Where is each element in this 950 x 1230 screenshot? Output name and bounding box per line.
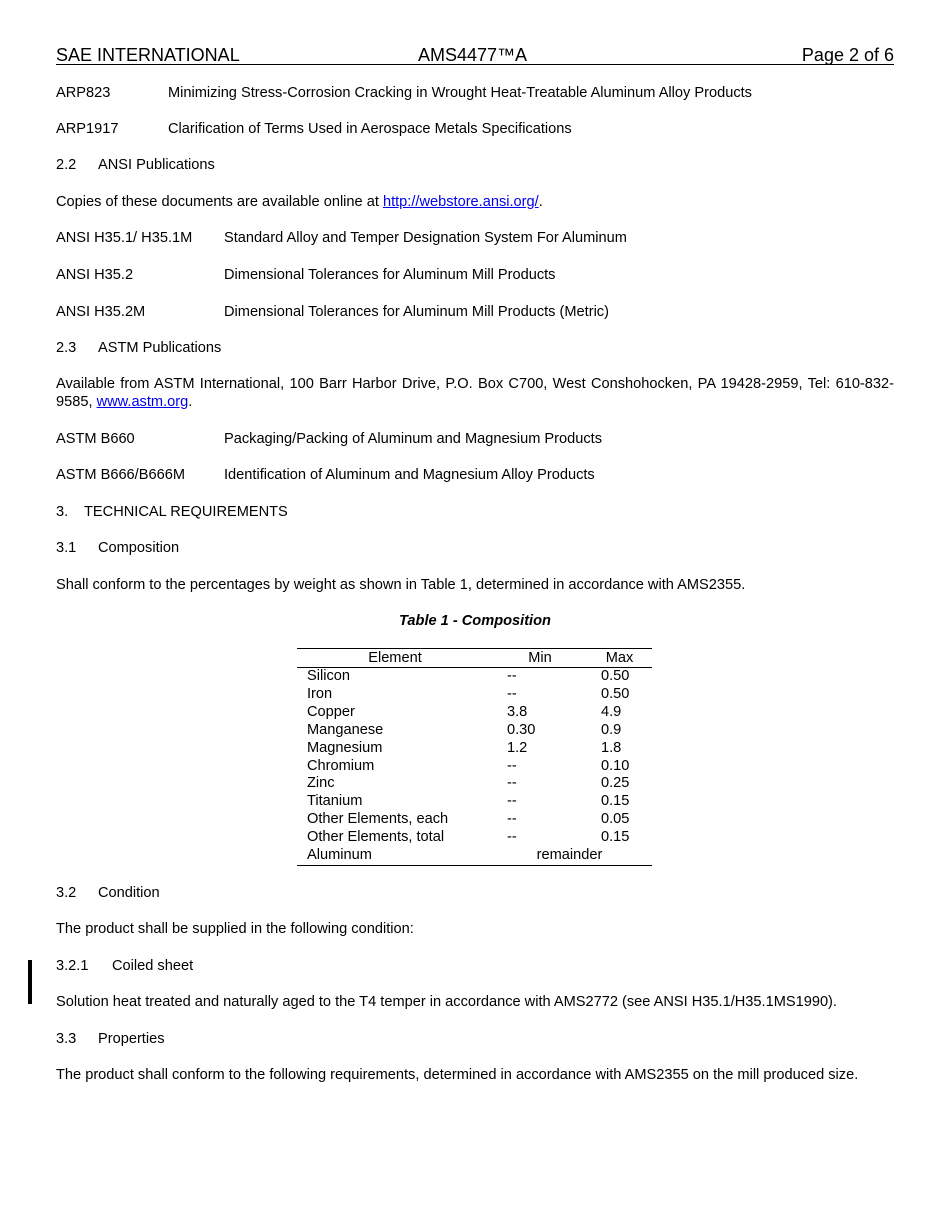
text-fragment: Available from ASTM International, 100 Barr Harbor Drive, P.O. Box C700, West Conshohocken, PA 19428-2959, Tel: 610-832-9585, [56,376,894,410]
cell-element: Zinc [307,775,335,792]
table-row [297,793,652,811]
cell-min: -- [507,757,517,774]
cell-max: 0.05 [601,811,630,828]
cell-element: Magnesium [307,739,383,756]
coiled-sheet-text: Solution heat treated and naturally aged to the T4 temper in accordance with AMS2772 (see ANSI H35.1/H35.1MS1990). [56,994,837,1010]
cell-min: -- [507,668,517,684]
header-rule [56,64,894,65]
cell-max: 0.15 [601,793,630,810]
section-title: ASTM Publications [98,340,222,356]
section-number: 2.2 [56,157,77,173]
header-doc-number: AMS4477™A [418,45,528,65]
table-caption: Table 1 - Composition [399,613,551,629]
column-header-element: Element [297,649,493,668]
cell-min: 3.8 [507,703,528,720]
cell-min: 1.2 [507,739,528,756]
ref-title: Clarification of Terms Used in Aerospace Metals Specifications [168,121,572,137]
cell-element: Iron [307,685,333,702]
cell-min: 0.30 [507,721,536,738]
table-row [297,668,652,686]
revision-bar [28,960,32,1004]
text-fragment: . [538,194,543,210]
cell-max: 0.25 [601,775,630,792]
cell-max: 0.9 [601,721,622,738]
astm-availability-text [56,375,894,411]
text-fragment: Copies of these documents are available online at [56,194,383,210]
cell-element: Other Elements, each [307,811,449,828]
condition-text: The product shall be supplied in the following condition: [56,921,414,937]
column-header-max: Max [587,649,652,668]
ref-title: Packaging/Packing of Aluminum and Magnesium Products [224,431,603,447]
cell-min: -- [507,811,517,828]
cell-element: Titanium [307,793,363,810]
properties-text: The product shall conform to the following requirements, determined in accordance with AMS2355 on the mill produced size. [56,1067,859,1083]
cell-element: Aluminum [307,847,372,864]
cell-max: 1.8 [601,739,622,756]
astm-website-link[interactable]: www.astm.org [96,394,189,410]
section-number: 3.2 [56,885,77,901]
ansi-webstore-link[interactable]: http://webstore.ansi.org/ [382,194,539,210]
table-header-row [297,649,652,668]
cell-element: Manganese [307,721,384,738]
cell-max: 0.50 [601,668,630,684]
cell-remainder: remainder [536,847,603,864]
ref-title: Identification of Aluminum and Magnesium Alloy Products [224,467,595,483]
section-number: 3.3 [56,1031,77,1047]
ref-code: ASTM B660 [56,431,135,447]
ansi-availability-text [56,193,543,211]
ref-code: ASTM B666/B666M [56,467,185,483]
section-number: 3.1 [56,540,77,556]
ref-title: Minimizing Stress-Corrosion Cracking in Wrought Heat-Treatable Aluminum Alloy Products [168,85,752,101]
cell-element: Copper [307,703,355,720]
cell-min: -- [507,685,517,702]
ref-code: ARP1917 [56,121,119,137]
ref-title: Standard Alloy and Temper Designation System For Aluminum [224,230,627,246]
section-title: ANSI Publications [98,157,215,173]
section-title: Coiled sheet [112,958,194,974]
table-row [297,811,652,829]
cell-element: Chromium [307,757,375,774]
ref-code: ARP823 [56,85,111,101]
header-org: SAE INTERNATIONAL [56,45,240,65]
cell-min: -- [507,793,517,810]
ref-code: ANSI H35.1/ H35.1M [56,230,193,246]
table-row [297,704,652,722]
cell-max: 4.9 [601,703,622,720]
ref-code: ANSI H35.2 [56,267,134,283]
table-row [297,775,652,793]
section-title: Composition [98,540,180,556]
composition-table [297,648,652,866]
table-row [297,722,652,740]
cell-max: 0.50 [601,685,630,702]
table-row [297,847,652,865]
ref-title: Dimensional Tolerances for Aluminum Mill Products [224,267,556,283]
table-row [297,758,652,776]
cell-min: -- [507,829,517,846]
cell-element: Silicon [307,668,350,684]
table-row [297,686,652,704]
cell-min: -- [507,775,517,792]
section-number: 3.2.1 [56,958,89,974]
section-title: Properties [98,1031,165,1047]
column-header-min: Min [493,649,587,668]
cell-max: 0.15 [601,829,630,846]
table-row [297,829,652,847]
ref-code: ANSI H35.2M [56,304,146,320]
cell-max: 0.10 [601,757,630,774]
cell-element: Other Elements, total [307,829,445,846]
section-number: 2.3 [56,340,77,356]
section-number: 3. [56,504,69,520]
section-title: Condition [98,885,160,901]
section-title: TECHNICAL REQUIREMENTS [84,504,288,520]
header-page-number: Page 2 of 6 [801,45,894,65]
text-fragment: . [188,394,193,410]
table-row [297,740,652,758]
ref-title: Dimensional Tolerances for Aluminum Mill Products (Metric) [224,304,609,320]
composition-text: Shall conform to the percentages by weight as shown in Table 1, determined in accordance with AMS2355. [56,577,746,593]
